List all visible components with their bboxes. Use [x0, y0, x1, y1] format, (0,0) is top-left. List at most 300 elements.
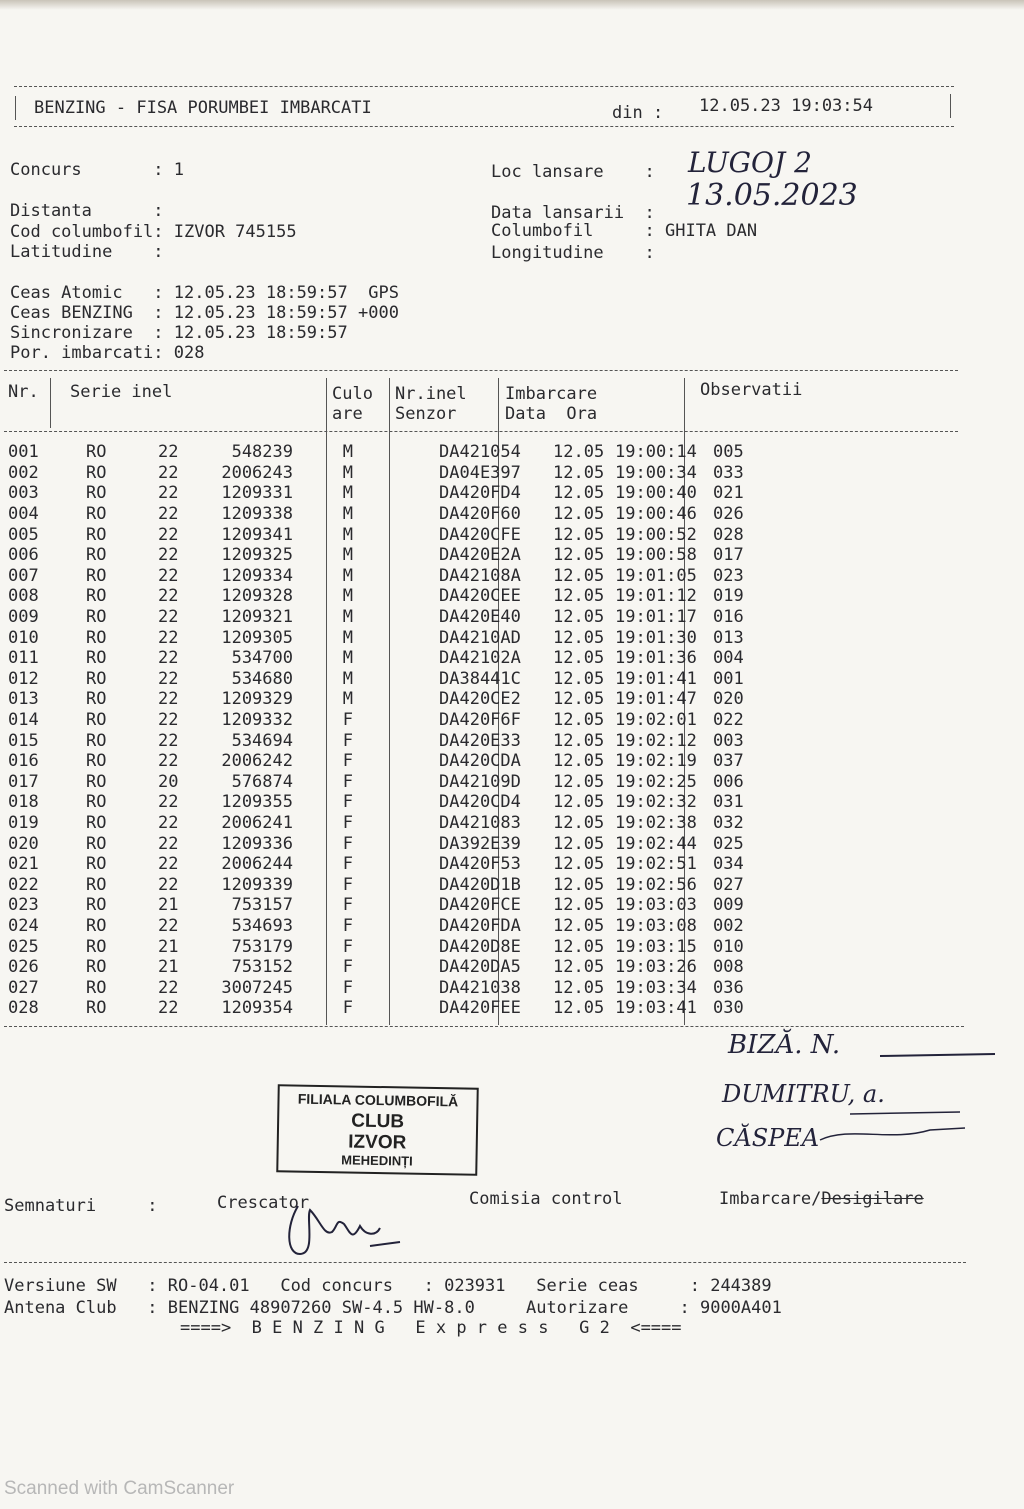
row-time: 19:00:14 [615, 442, 697, 463]
row-date: 12.05 [553, 545, 605, 566]
row-sensor-id: DA420D1B [439, 874, 521, 895]
row-sensor-id: DA420F60 [439, 504, 521, 525]
column-observatii-header: Observatii [700, 380, 803, 400]
table-row [0, 504, 793, 525]
row-date: 12.05 [553, 936, 605, 957]
row-sex: M [342, 607, 353, 628]
row-time: 19:01:36 [615, 648, 697, 669]
row-number: 022 [8, 874, 39, 895]
table-row [0, 936, 793, 957]
row-sex: F [342, 936, 353, 957]
row-color [365, 648, 435, 669]
handwritten-loc-lansare: LUGOJ 2 [688, 146, 812, 179]
row-number: 017 [8, 771, 39, 792]
row-date: 12.05 [553, 957, 605, 978]
row-sensor-id: DA421038 [439, 977, 521, 998]
row-color [365, 545, 435, 566]
row-sex: F [342, 915, 353, 936]
row-sex: F [342, 792, 353, 813]
table-row [0, 586, 793, 607]
table-row [0, 998, 793, 1019]
table-row [0, 627, 793, 648]
semnaturi-label: Semnaturi : [4, 1196, 158, 1216]
row-country: RO [86, 565, 107, 586]
porumbei-imbarcati-line: Por. imbarcati: 028 [10, 343, 205, 363]
row-ring-number: 1209321 [221, 607, 293, 628]
row-year: 22 [158, 689, 179, 710]
row-country: RO [86, 524, 107, 545]
row-sensor-id: DA420DA5 [439, 957, 521, 978]
column-data-ora-header: Data Ora [505, 404, 598, 424]
row-observation: 036 [713, 977, 744, 998]
row-ring-number: 1209325 [221, 545, 293, 566]
row-sensor-id: DA420CFE [439, 524, 521, 545]
row-number: 011 [8, 648, 39, 669]
row-date: 12.05 [553, 483, 605, 504]
row-country: RO [86, 874, 107, 895]
row-sex: M [342, 524, 353, 545]
row-sensor-id: DA42102A [439, 648, 521, 669]
row-number: 021 [8, 854, 39, 875]
row-ring-number: 548239 [231, 442, 293, 463]
row-color [365, 998, 435, 1019]
table-row [0, 730, 793, 751]
row-date: 12.05 [553, 895, 605, 916]
row-country: RO [86, 895, 107, 916]
row-color [365, 483, 435, 504]
row-country: RO [86, 689, 107, 710]
row-ring-number: 1209338 [221, 504, 293, 525]
row-time: 19:02:12 [615, 730, 697, 751]
paper-top-edge [0, 0, 1024, 10]
row-color [365, 669, 435, 690]
row-color [365, 504, 435, 525]
row-number: 013 [8, 689, 39, 710]
row-date: 12.05 [553, 504, 605, 525]
row-ring-number: 1209329 [221, 689, 293, 710]
row-country: RO [86, 792, 107, 813]
row-country: RO [86, 812, 107, 833]
row-sex: F [342, 771, 353, 792]
row-sex: F [342, 833, 353, 854]
table-row [0, 977, 793, 998]
footer-rule [4, 1262, 966, 1263]
row-country: RO [86, 462, 107, 483]
row-number: 005 [8, 524, 39, 545]
row-date: 12.05 [553, 730, 605, 751]
row-observation: 030 [713, 998, 744, 1019]
row-time: 19:01:17 [615, 607, 697, 628]
row-observation: 013 [713, 627, 744, 648]
table-row [0, 792, 793, 813]
row-sex: F [342, 977, 353, 998]
row-ring-number: 2006242 [221, 751, 293, 772]
row-time: 19:02:25 [615, 771, 697, 792]
row-sensor-id: DA420F53 [439, 854, 521, 875]
desigilare-strikethrough: Desigilare [821, 1189, 924, 1209]
row-year: 22 [158, 792, 179, 813]
row-observation: 020 [713, 689, 744, 710]
concurs-line: Concurs : 1 [10, 160, 184, 180]
row-year: 22 [158, 812, 179, 833]
row-sensor-id: DA420CDA [439, 751, 521, 772]
row-number: 009 [8, 607, 39, 628]
row-number: 026 [8, 957, 39, 978]
row-date: 12.05 [553, 833, 605, 854]
handwritten-data-lansarii: 13.05.2023 [686, 178, 858, 213]
row-color [365, 607, 435, 628]
row-country: RO [86, 668, 107, 689]
row-number: 006 [8, 545, 39, 566]
row-ring-number: 753157 [231, 895, 293, 916]
row-year: 22 [158, 874, 179, 895]
row-date: 12.05 [553, 751, 605, 772]
row-observation: 025 [713, 833, 744, 854]
row-sensor-id: DA420FCE [439, 895, 521, 916]
stamp-line-1: FILIALA COLUMBOFILĂ [297, 1090, 459, 1110]
row-time: 19:02:32 [615, 792, 697, 813]
row-ring-number: 576874 [231, 771, 293, 792]
row-observation: 023 [713, 565, 744, 586]
row-year: 22 [158, 751, 179, 772]
row-country: RO [86, 833, 107, 854]
row-observation: 016 [713, 607, 744, 628]
row-year: 22 [158, 915, 179, 936]
row-number: 025 [8, 936, 39, 957]
row-number: 020 [8, 833, 39, 854]
row-observation: 017 [713, 545, 744, 566]
row-number: 014 [8, 710, 39, 731]
row-ring-number: 1209341 [221, 524, 293, 545]
row-sex: F [342, 751, 353, 772]
row-sensor-id: DA38441C [439, 668, 521, 689]
row-sensor-id: DA420F6F [439, 710, 521, 731]
row-country: RO [86, 710, 107, 731]
row-date: 12.05 [553, 648, 605, 669]
row-number: 023 [8, 895, 39, 916]
row-number: 019 [8, 812, 39, 833]
column-culoare-header: Culo [332, 384, 373, 404]
row-country: RO [86, 730, 107, 751]
row-observation: 022 [713, 710, 744, 731]
imbarcare-label: Imbarcare/Desigilare [719, 1189, 924, 1209]
committee-signature-2: DUMITRU, a. [722, 1080, 885, 1108]
row-year: 22 [158, 524, 179, 545]
row-sensor-id: DA420D8E [439, 936, 521, 957]
row-year: 21 [158, 895, 179, 916]
row-time: 19:02:38 [615, 812, 697, 833]
row-sex: M [342, 504, 353, 525]
row-sensor-id: DA420FD4 [439, 483, 521, 504]
row-time: 19:00:40 [615, 483, 697, 504]
row-sex: M [342, 483, 353, 504]
row-date: 12.05 [553, 607, 605, 628]
table-row [0, 710, 793, 731]
latitudine-line: Latitudine : [10, 242, 164, 262]
distanta-line: Distanta : [10, 201, 164, 221]
row-number: 010 [8, 627, 39, 648]
row-number: 007 [8, 565, 39, 586]
row-date: 12.05 [553, 977, 605, 998]
row-sensor-id: DA04E397 [439, 462, 521, 483]
row-observation: 004 [713, 648, 744, 669]
row-sensor-id: DA420E33 [439, 730, 521, 751]
row-sex: M [342, 462, 353, 483]
row-country: RO [86, 977, 107, 998]
row-observation: 002 [713, 915, 744, 936]
row-country: RO [86, 998, 107, 1019]
row-year: 22 [158, 668, 179, 689]
row-color [365, 813, 435, 834]
row-year: 22 [158, 710, 179, 731]
table-row [0, 669, 793, 690]
row-number: 003 [8, 483, 39, 504]
row-ring-number: 3007245 [221, 977, 293, 998]
table-row [0, 895, 793, 916]
row-sensor-id: DA392E39 [439, 833, 521, 854]
row-year: 22 [158, 648, 179, 669]
row-date: 12.05 [553, 524, 605, 545]
row-ring-number: 753179 [231, 936, 293, 957]
row-date: 12.05 [553, 874, 605, 895]
header-din-value: 12.05.23 19:03:54 [699, 96, 873, 116]
row-color [365, 689, 435, 710]
row-date: 12.05 [553, 998, 605, 1019]
row-time: 19:00:34 [615, 462, 697, 483]
row-color [365, 627, 435, 648]
row-year: 22 [158, 977, 179, 998]
row-date: 12.05 [553, 565, 605, 586]
row-ring-number: 534700 [231, 648, 293, 669]
columbofil-line: Columbofil : GHITA DAN [491, 221, 758, 241]
row-sex: F [342, 895, 353, 916]
row-time: 19:02:56 [615, 874, 697, 895]
column-divider [50, 378, 51, 428]
row-ring-number: 753152 [231, 957, 293, 978]
row-time: 19:01:41 [615, 668, 697, 689]
stamp-line-2: CLUB [351, 1110, 405, 1133]
row-color [365, 566, 435, 587]
table-row [0, 689, 793, 710]
row-number: 008 [8, 586, 39, 607]
header-right-border [950, 94, 951, 118]
row-ring-number: 1209334 [221, 565, 293, 586]
row-observation: 001 [713, 668, 744, 689]
row-sensor-id: DA421054 [439, 442, 521, 463]
row-sensor-id: DA420E2A [439, 545, 521, 566]
column-nrinel-header: Nr.inel [395, 384, 467, 404]
row-country: RO [86, 607, 107, 628]
table-bottom-rule [4, 1026, 964, 1027]
row-sex: F [342, 730, 353, 751]
row-sex: M [342, 442, 353, 463]
row-sex: M [342, 668, 353, 689]
row-ring-number: 534694 [231, 730, 293, 751]
row-year: 22 [158, 545, 179, 566]
row-sex: F [342, 812, 353, 833]
row-sensor-id: DA420E40 [439, 607, 521, 628]
row-country: RO [86, 957, 107, 978]
row-color [365, 751, 435, 772]
table-row [0, 524, 793, 545]
row-country: RO [86, 504, 107, 525]
row-year: 22 [158, 730, 179, 751]
table-row [0, 854, 793, 875]
header-bottom-rule [14, 126, 954, 127]
row-year: 20 [158, 771, 179, 792]
row-ring-number: 1209331 [221, 483, 293, 504]
row-year: 21 [158, 936, 179, 957]
row-color [365, 936, 435, 957]
row-color [365, 792, 435, 813]
row-ring-number: 1209339 [221, 874, 293, 895]
header-left-border [15, 96, 16, 120]
row-date: 12.05 [553, 668, 605, 689]
table-row [0, 916, 793, 937]
row-color [365, 463, 435, 484]
row-color [365, 833, 435, 854]
row-date: 12.05 [553, 812, 605, 833]
row-number: 028 [8, 998, 39, 1019]
header-top-rule [14, 86, 954, 87]
row-color [365, 710, 435, 731]
table-row [0, 566, 793, 587]
row-date: 12.05 [553, 710, 605, 731]
row-time: 19:02:44 [615, 833, 697, 854]
row-year: 22 [158, 833, 179, 854]
row-year: 22 [158, 483, 179, 504]
table-row [0, 648, 793, 669]
row-color [365, 524, 435, 545]
row-country: RO [86, 915, 107, 936]
cod-columbofil-line: Cod columbofil: IZVOR 745155 [10, 222, 297, 242]
data-lansarii-line: Data lansarii : [491, 203, 655, 223]
versiune-line: Versiune SW : RO-04.01 Cod concurs : 023931 Serie ceas : 244389 [4, 1276, 772, 1296]
row-color [365, 586, 435, 607]
row-year: 22 [158, 998, 179, 1019]
row-year: 22 [158, 627, 179, 648]
row-number: 012 [8, 668, 39, 689]
row-time: 19:01:47 [615, 689, 697, 710]
row-color [365, 854, 435, 875]
table-row [0, 545, 793, 566]
row-time: 19:03:03 [615, 895, 697, 916]
row-number: 015 [8, 730, 39, 751]
row-country: RO [86, 442, 107, 463]
row-sex: M [342, 565, 353, 586]
row-sensor-id: DA420CE2 [439, 689, 521, 710]
row-year: 22 [158, 565, 179, 586]
comisia-control-label: Comisia control [469, 1189, 623, 1209]
loc-lansare-line: Loc lansare : [491, 162, 655, 182]
row-time: 19:00:52 [615, 524, 697, 545]
column-imbarcare-header: Imbarcare [505, 384, 598, 404]
row-date: 12.05 [553, 915, 605, 936]
row-number: 004 [8, 504, 39, 525]
row-observation: 005 [713, 442, 744, 463]
row-ring-number: 1209332 [221, 710, 293, 731]
table-row [0, 874, 793, 895]
row-sensor-id: DA42108A [439, 565, 521, 586]
row-sex: F [342, 710, 353, 731]
row-sex: M [342, 545, 353, 566]
camscanner-watermark: Scanned with CamScanner [4, 1478, 235, 1499]
row-number: 027 [8, 977, 39, 998]
column-culoare-header-2: are [332, 404, 363, 424]
row-color [365, 957, 435, 978]
row-sex: F [342, 998, 353, 1019]
row-sex: M [342, 648, 353, 669]
row-time: 19:02:51 [615, 854, 697, 875]
row-time: 19:03:41 [615, 998, 697, 1019]
brand-line: ====> B E N Z I N G E x p r e s s G 2 <==== [180, 1318, 682, 1338]
row-observation: 028 [713, 524, 744, 545]
row-observation: 009 [713, 895, 744, 916]
row-date: 12.05 [553, 586, 605, 607]
table-header-rule [4, 431, 958, 432]
row-country: RO [86, 771, 107, 792]
row-time: 19:00:58 [615, 545, 697, 566]
row-year: 22 [158, 442, 179, 463]
row-number: 002 [8, 462, 39, 483]
row-ring-number: 2006243 [221, 462, 293, 483]
row-ring-number: 2006244 [221, 854, 293, 875]
row-observation: 037 [713, 751, 744, 772]
table-row [0, 463, 793, 484]
table-row [0, 442, 793, 463]
column-nr-header: Nr. [8, 382, 39, 402]
row-date: 12.05 [553, 689, 605, 710]
row-sensor-id: DA421083 [439, 812, 521, 833]
club-stamp [276, 1084, 479, 1175]
row-year: 22 [158, 586, 179, 607]
table-row [0, 813, 793, 834]
row-ring-number: 1209305 [221, 627, 293, 648]
ceas-atomic-line: Ceas Atomic : 12.05.23 18:59:57 GPS [10, 283, 399, 303]
row-time: 19:03:26 [615, 957, 697, 978]
table-top-rule [4, 370, 958, 371]
row-country: RO [86, 627, 107, 648]
row-year: 22 [158, 504, 179, 525]
crescator-signature [280, 1196, 410, 1264]
table-row [0, 483, 793, 504]
column-serie-header: Serie inel [70, 382, 173, 402]
row-country: RO [86, 751, 107, 772]
row-country: RO [86, 586, 107, 607]
row-sex: F [342, 874, 353, 895]
committee-signature-3: CĂSPEA [716, 1124, 820, 1152]
committee-signature-1: BIZĂ. N. [728, 1030, 841, 1060]
row-sensor-id: DA42109D [439, 771, 521, 792]
row-time: 19:01:05 [615, 565, 697, 586]
table-row [0, 772, 793, 793]
row-time: 19:03:08 [615, 915, 697, 936]
row-color [365, 874, 435, 895]
row-ring-number: 1209355 [221, 792, 293, 813]
row-country: RO [86, 854, 107, 875]
row-date: 12.05 [553, 792, 605, 813]
document-title: BENZING - FISA PORUMBEI IMBARCATI [34, 98, 372, 118]
row-number: 018 [8, 792, 39, 813]
row-country: RO [86, 483, 107, 504]
row-color [365, 730, 435, 751]
row-year: 21 [158, 957, 179, 978]
row-ring-number: 534680 [231, 668, 293, 689]
row-observation: 010 [713, 936, 744, 957]
row-date: 12.05 [553, 771, 605, 792]
row-observation: 008 [713, 957, 744, 978]
row-observation: 026 [713, 504, 744, 525]
